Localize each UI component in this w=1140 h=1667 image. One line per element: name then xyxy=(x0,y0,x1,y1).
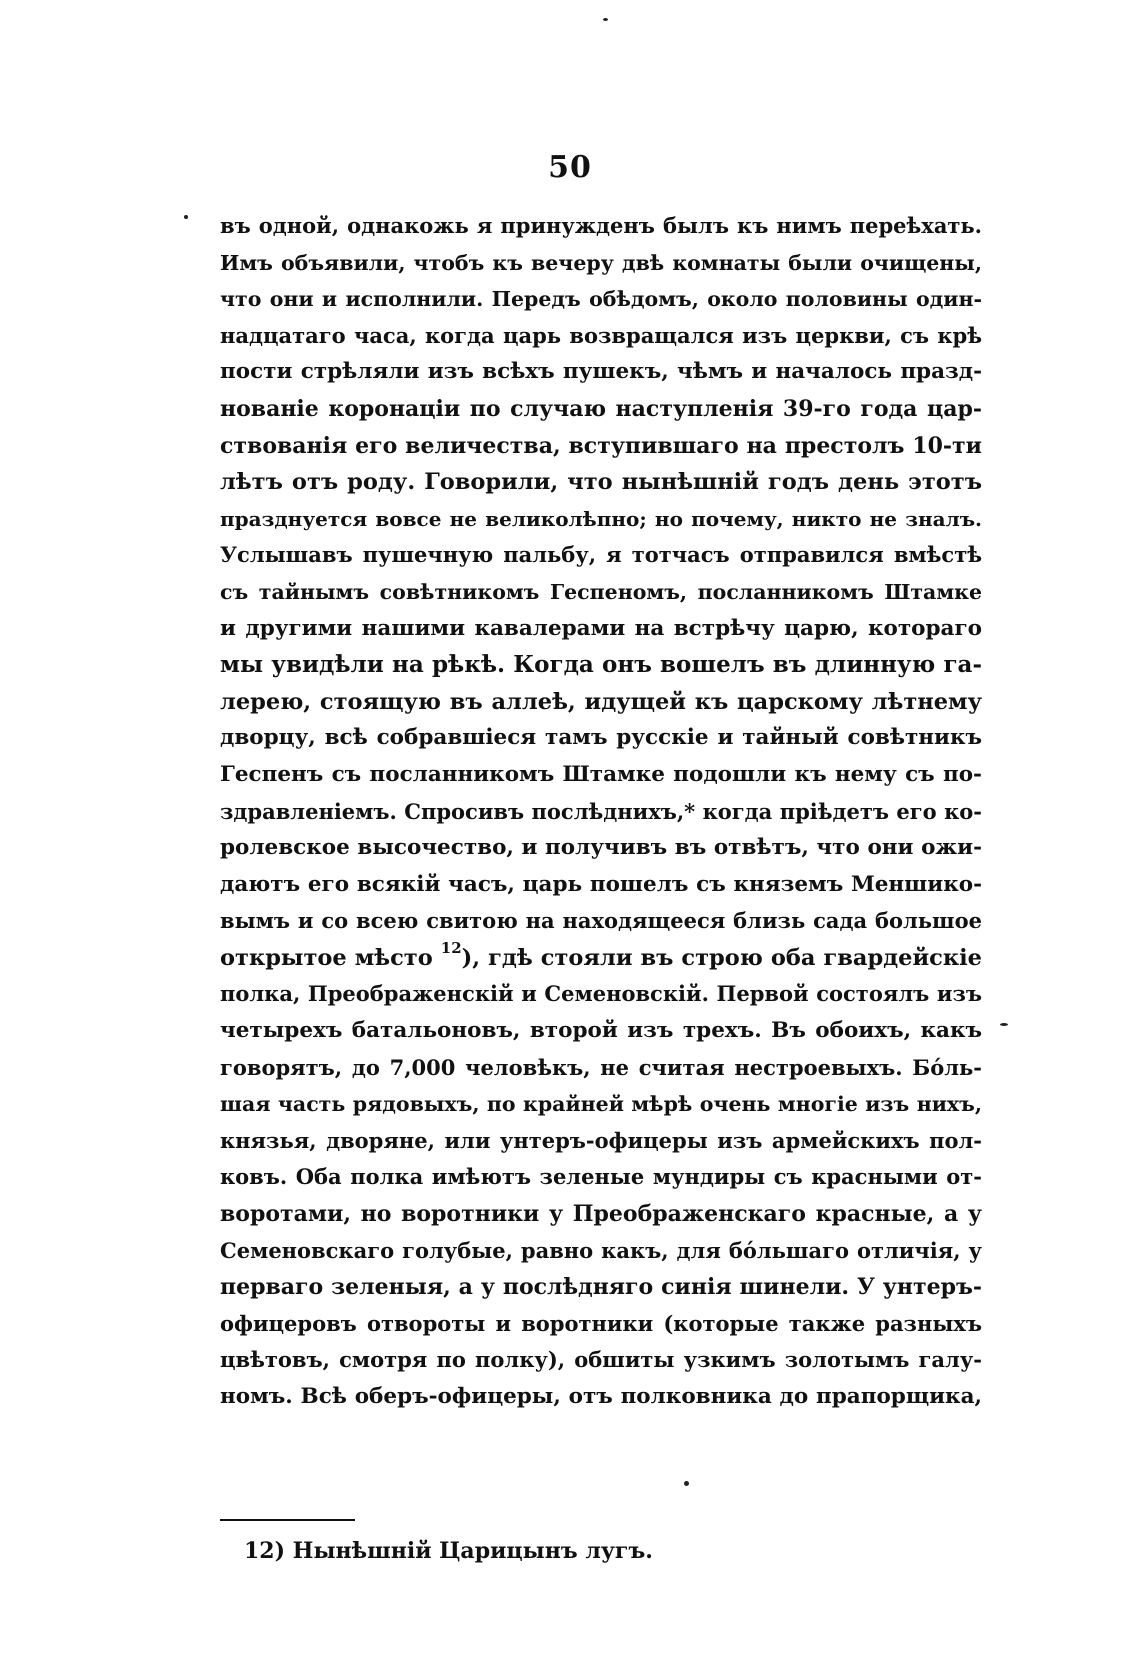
text-line: офицеровъ отвороты и воротники (которые также разныхъ xyxy=(220,1310,982,1336)
text-line: Услышавъ пушечную пальбу, я тотчасъ отправился вмѣстѣ xyxy=(220,542,982,568)
text-line: пости стрѣляли изъ всѣхъ пушекъ, чѣмъ и началось празд- xyxy=(220,359,982,385)
text-fragment: ), гдѣ стояли въ строю оба гвардейскіе xyxy=(461,944,982,971)
text-line: и другими нашими кавалерами на встрѣчу царю, котораго xyxy=(220,615,982,641)
text-line: номъ. Всѣ оберъ-офицеры, отъ полковника до прапорщика, xyxy=(220,1384,982,1409)
text-line: что они и исполнили. Передъ обѣдомъ, около половины один- xyxy=(220,287,982,312)
text-line: Имъ объявили, чтобъ къ вечеру двѣ комнаты были очищены, xyxy=(220,250,982,275)
text-line: вымъ и со всею свитою на находящееся близь сада большое xyxy=(220,908,982,934)
text-line: нованіе коронаціи по случаю наступленія 39-го года цар- xyxy=(220,395,982,422)
text-line-with-footnote-ref xyxy=(220,940,982,977)
text-line: празднуется вовсе не великолѣпно; но почему, никто не зналъ. xyxy=(220,506,982,531)
text-line: мы увидѣли на рѣкѣ. Когда онъ вошелъ въ длинную га- xyxy=(220,651,982,679)
text-line: ковъ. Оба полка имѣютъ зеленые мундиры съ красными от- xyxy=(220,1164,982,1190)
text-line: здравленіемъ. Спросивъ послѣднихъ,* когда пріѣдетъ его ко- xyxy=(220,798,982,824)
text-fragment: открытое мѣсто xyxy=(220,944,433,971)
text-line: лерею, стоящую въ аллеѣ, идущей къ царскому лѣтнему xyxy=(220,688,982,715)
text-line: перваго зеленыя, а у послѣдняго синія шинели. У унтеръ- xyxy=(220,1274,982,1301)
body-text xyxy=(220,208,982,1416)
text-line: съ тайнымъ совѣтникомъ Геспеномъ, посланникомъ Штамке xyxy=(220,579,982,604)
page-number: 50 xyxy=(548,150,592,185)
ink-speck xyxy=(1000,1023,1008,1026)
text-line: говорятъ, до 7,000 человѣкъ, не считая нестроевыхъ. Бόль- xyxy=(220,1054,982,1080)
text-line: Семеновскаго голубые, равно какъ, для бόльшаго отличія, у xyxy=(220,1237,982,1263)
text-line: даютъ его всякій часъ, царь пошелъ съ княземъ Меншико- xyxy=(220,871,982,897)
text-line: Геспенъ съ посланникомъ Штамке подошли къ нему съ по- xyxy=(220,761,982,787)
text-line: въ одной, однакожь я принужденъ былъ къ нимъ переѣхать. xyxy=(220,213,982,238)
text-line: надцатаго часа, когда царь возвращался изъ церкви, съ крѣ xyxy=(220,322,982,348)
ink-speck xyxy=(603,18,608,21)
text-line: полка, Преображенскій и Семеновскій. Первой состоялъ изъ xyxy=(220,981,982,1007)
text-line: ствованія его величества, вступившаго на престолъ 10-ти xyxy=(220,432,982,459)
text-line: дворцу, всѣ собравшіеся тамъ русскіе и тайный совѣтникъ xyxy=(220,725,982,751)
text-line: шая часть рядовыхъ, по крайней мѣрѣ очень многіе изъ нихъ, xyxy=(220,1092,982,1117)
text-line: четырехъ батальоновъ, второй изъ трехъ. Въ обоихъ, какъ xyxy=(220,1018,982,1044)
text-line: ролевское высочество, и получивъ въ отвѣтъ, что они ожи- xyxy=(220,835,982,861)
ink-speck xyxy=(184,215,188,219)
footnote-divider xyxy=(220,1519,355,1521)
footnote-ref-marker[interactable]: 12 xyxy=(440,938,462,957)
ink-speck xyxy=(684,1481,689,1486)
text-line: князья, дворяне, или унтеръ-офицеры изъ армейскихъ пол- xyxy=(220,1127,982,1153)
footnote: 12) Нынѣшній Царицынъ лугъ. xyxy=(244,1538,653,1564)
text-line: воротами, но воротники у Преображенскаго красные, а у xyxy=(220,1201,982,1228)
text-line: лѣтъ отъ роду. Говорили, что нынѣшній годъ день этотъ xyxy=(220,469,982,496)
text-line: цвѣтовъ, смотря по полку), обшиты узкимъ золотымъ галу- xyxy=(220,1347,982,1373)
